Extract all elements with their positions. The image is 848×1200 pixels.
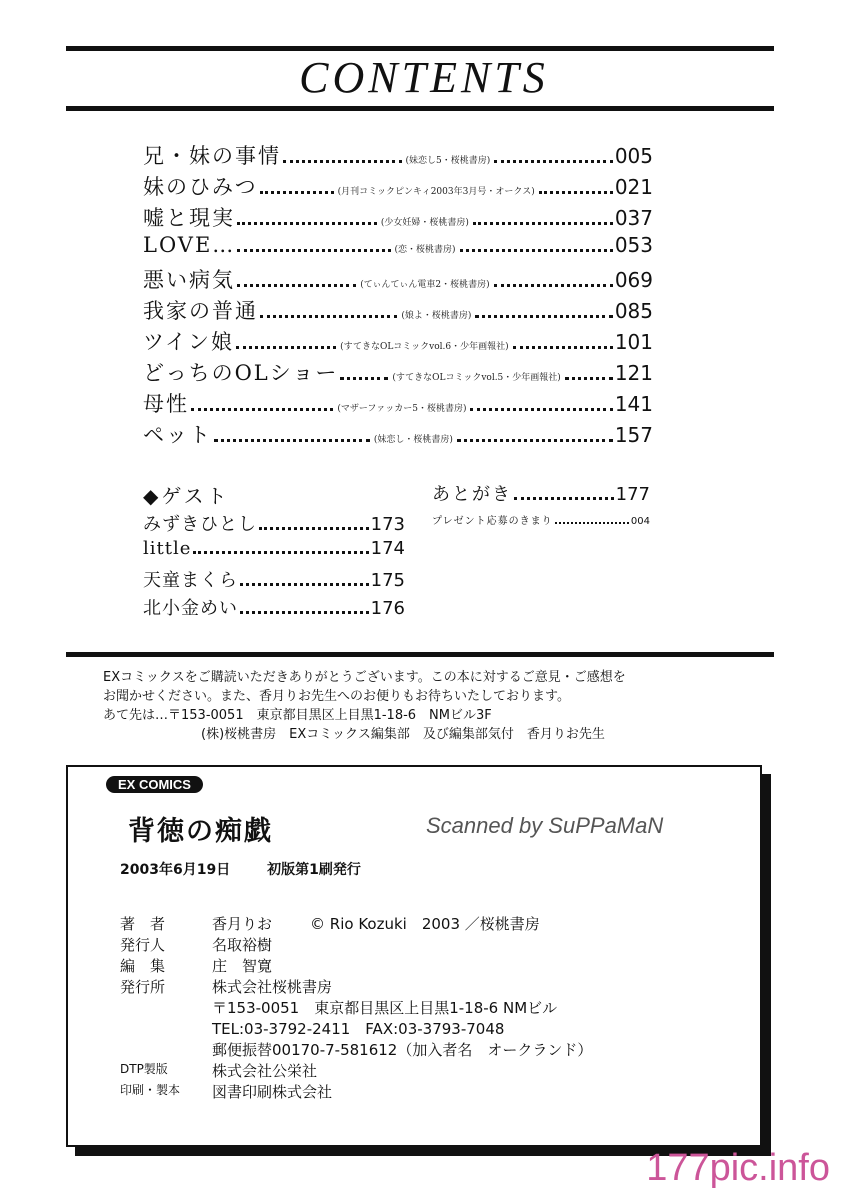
guest-row [143,566,405,594]
colophon-row [120,976,592,997]
guest-row [143,538,405,566]
toc-source: (妹恋し・桜桃書房) [373,435,453,445]
edition-label: 初版第1刷発行 [267,862,361,878]
leader-dots [240,611,369,614]
leader-dots [260,191,334,194]
message-line: お聞かせください。また、香月りお先生へのお便りもお待ちいたしております。 [103,689,570,704]
leader-dots [470,408,612,411]
leader-dots [494,160,613,163]
colophon-value: 株式会社公栄社 [212,1062,318,1080]
ex-comics-badge: EX COMICS [106,776,203,793]
leader-dots [513,346,613,349]
colophon-value: 庄 智寛 [212,957,273,975]
toc-page: 069 [614,268,653,292]
guest-page: 176 [370,598,405,619]
guest-page: 174 [370,538,405,559]
publication-date: 2003年6月19日 [120,862,231,878]
toc-page: 121 [614,361,653,385]
site-watermark: 177pic.info [646,1147,830,1189]
toc-source: (マザーファッカー5・桜桃書房) [337,404,467,414]
toc-row [143,295,653,326]
toc-row [143,202,653,233]
colophon-value: 図書印刷株式会社 [212,1083,333,1101]
leader-dots [340,377,388,380]
colophon-value: 郵便振替00170-7-581612（加入者名 オークランド） [212,1041,593,1059]
toc-page: 085 [614,299,653,323]
colophon-label: 印刷・製本 [120,1083,181,1097]
leader-dots [539,191,613,194]
toc-title: 妹のひみつ [143,175,258,199]
guest-page: 173 [370,514,405,535]
colophon-row [120,1081,592,1102]
colophon-box [66,765,762,1147]
leader-dots [565,377,613,380]
guest-heading: ◆ゲスト [143,484,230,508]
toc-row [143,140,653,171]
toc-source: (月刊コミックピンキィ2003年3月号・オークス) [337,187,535,197]
toc-page: 021 [614,175,653,199]
toc-title: 我家の普通 [143,299,258,323]
toc-row [143,326,653,357]
toc-row [143,171,653,202]
leader-dots [259,527,369,530]
toc-row [143,388,653,419]
leader-dots [236,346,336,349]
book-title: 背徳の痴戯 [128,816,273,847]
colophon-row [120,1060,592,1081]
toc-list [143,140,653,450]
toc-page: 101 [614,330,653,354]
toc-source: (すてきなOLコミックvol.6・少年画報社) [340,342,509,352]
toc-title: 嘘と現実 [143,206,235,230]
present-page: 004 [630,516,650,527]
top-rule [66,46,774,51]
toc-page: 141 [614,392,653,416]
leader-dots [237,249,390,252]
colophon-row [120,955,592,976]
colophon-value: 名取裕樹 [212,936,273,954]
toc-source: (妹恋し5・桜桃書房) [405,156,491,166]
leader-dots [514,497,614,500]
toc-title: ペット [143,423,212,447]
leader-dots [237,222,377,225]
leader-dots [214,439,370,442]
toc-title: どっちのOLショー [143,361,339,385]
leader-dots [260,315,397,318]
colophon-row [120,1039,592,1060]
message-rule [66,652,774,657]
colophon-value: 〒153-0051 東京都目黒区上目黒1-18-6 NMビル [212,999,558,1017]
message-line: (株)桜桃書房 EXコミックス編集部 及び編集部気付 香月りお先生 [201,727,605,742]
toc-row [143,357,653,388]
leader-dots [555,522,629,524]
toc-source: (恋・桜桃書房) [394,245,456,255]
colophon-label: DTP製版 [120,1062,168,1076]
guest-row [143,510,405,538]
toc-source: (すてきなOLコミックvol.5・少年画報社) [392,373,561,383]
leader-dots [240,583,369,586]
leader-dots [460,249,613,252]
scanner-credit: Scanned by SuPPaMaN [426,813,664,838]
contents-title: CONTENTS [299,53,549,102]
toc-source: (娘よ・桜桃書房) [401,311,472,321]
guest-name: みずきひとし [143,514,257,535]
leader-dots [193,551,368,554]
toc-title: 兄・妹の事情 [143,144,281,168]
colophon-label: 発行所 [120,978,166,996]
message-line: EXコミックスをご購読いただきありがとうございます。この本に対するご意見・ご感想を [103,670,626,685]
colophon-value: 株式会社桜桃書房 [212,978,333,996]
colophon-row [120,997,592,1018]
toc-source: (少女妊婦・桜桃書房) [380,218,469,228]
colophon-row [120,913,592,934]
toc-source: (てぃんてぃん電車2・桜桃書房) [360,280,490,290]
toc-title: ツイン娘 [143,330,234,354]
publication-date-line [120,859,393,879]
colophon-label: 著 者 [120,915,166,933]
toc-row [143,419,653,450]
toc-page: 037 [614,206,653,230]
title-rule [66,106,774,111]
toc-row [143,264,653,295]
colophon-value: TEL:03-3792-2411 FAX:03-3793-7048 [212,1020,505,1038]
leader-dots [191,408,333,411]
afterword-title: あとがき [432,484,512,505]
leader-dots [473,222,613,225]
leader-dots [283,160,402,163]
guest-name: 北小金めい [143,598,238,619]
colophon-row [120,1018,592,1039]
guest-name: little [143,538,192,559]
colophon-label [120,1018,212,1039]
colophon-details [120,913,592,1102]
leader-dots [494,284,613,287]
guest-row [143,594,405,622]
guest-section [143,480,405,622]
afterword-page: 177 [615,484,650,505]
afterword-row [432,480,650,506]
toc-page: 053 [614,233,653,257]
colophon-label [120,1039,212,1060]
message-line: あて先は…〒153-0051 東京都目黒区上目黒1-18-6 NMビル3F [103,708,492,723]
toc-title: 悪い病気 [143,268,235,292]
colophon-label: 発行人 [120,936,166,954]
leader-dots [457,439,613,442]
leader-dots [237,284,356,287]
afterword-section [432,480,650,527]
toc-title: 母性 [143,392,189,416]
colophon-label: 編 集 [120,957,166,975]
colophon-row [120,934,592,955]
present-title: プレゼント応募のきまり [432,516,553,527]
present-row [432,512,650,527]
toc-page: 005 [614,144,653,168]
leader-dots [475,315,612,318]
toc-page: 157 [614,423,653,447]
toc-row [143,233,653,264]
copyright-text: © Rio Kozuki 2003 ／桜桃書房 [310,915,540,933]
toc-title: LOVE… [143,233,236,257]
colophon-value: 香月りお [212,915,273,933]
guest-page: 175 [370,570,405,591]
colophon-label [120,997,212,1018]
guest-name: 天童まくら [143,570,238,591]
reader-message [103,668,743,744]
